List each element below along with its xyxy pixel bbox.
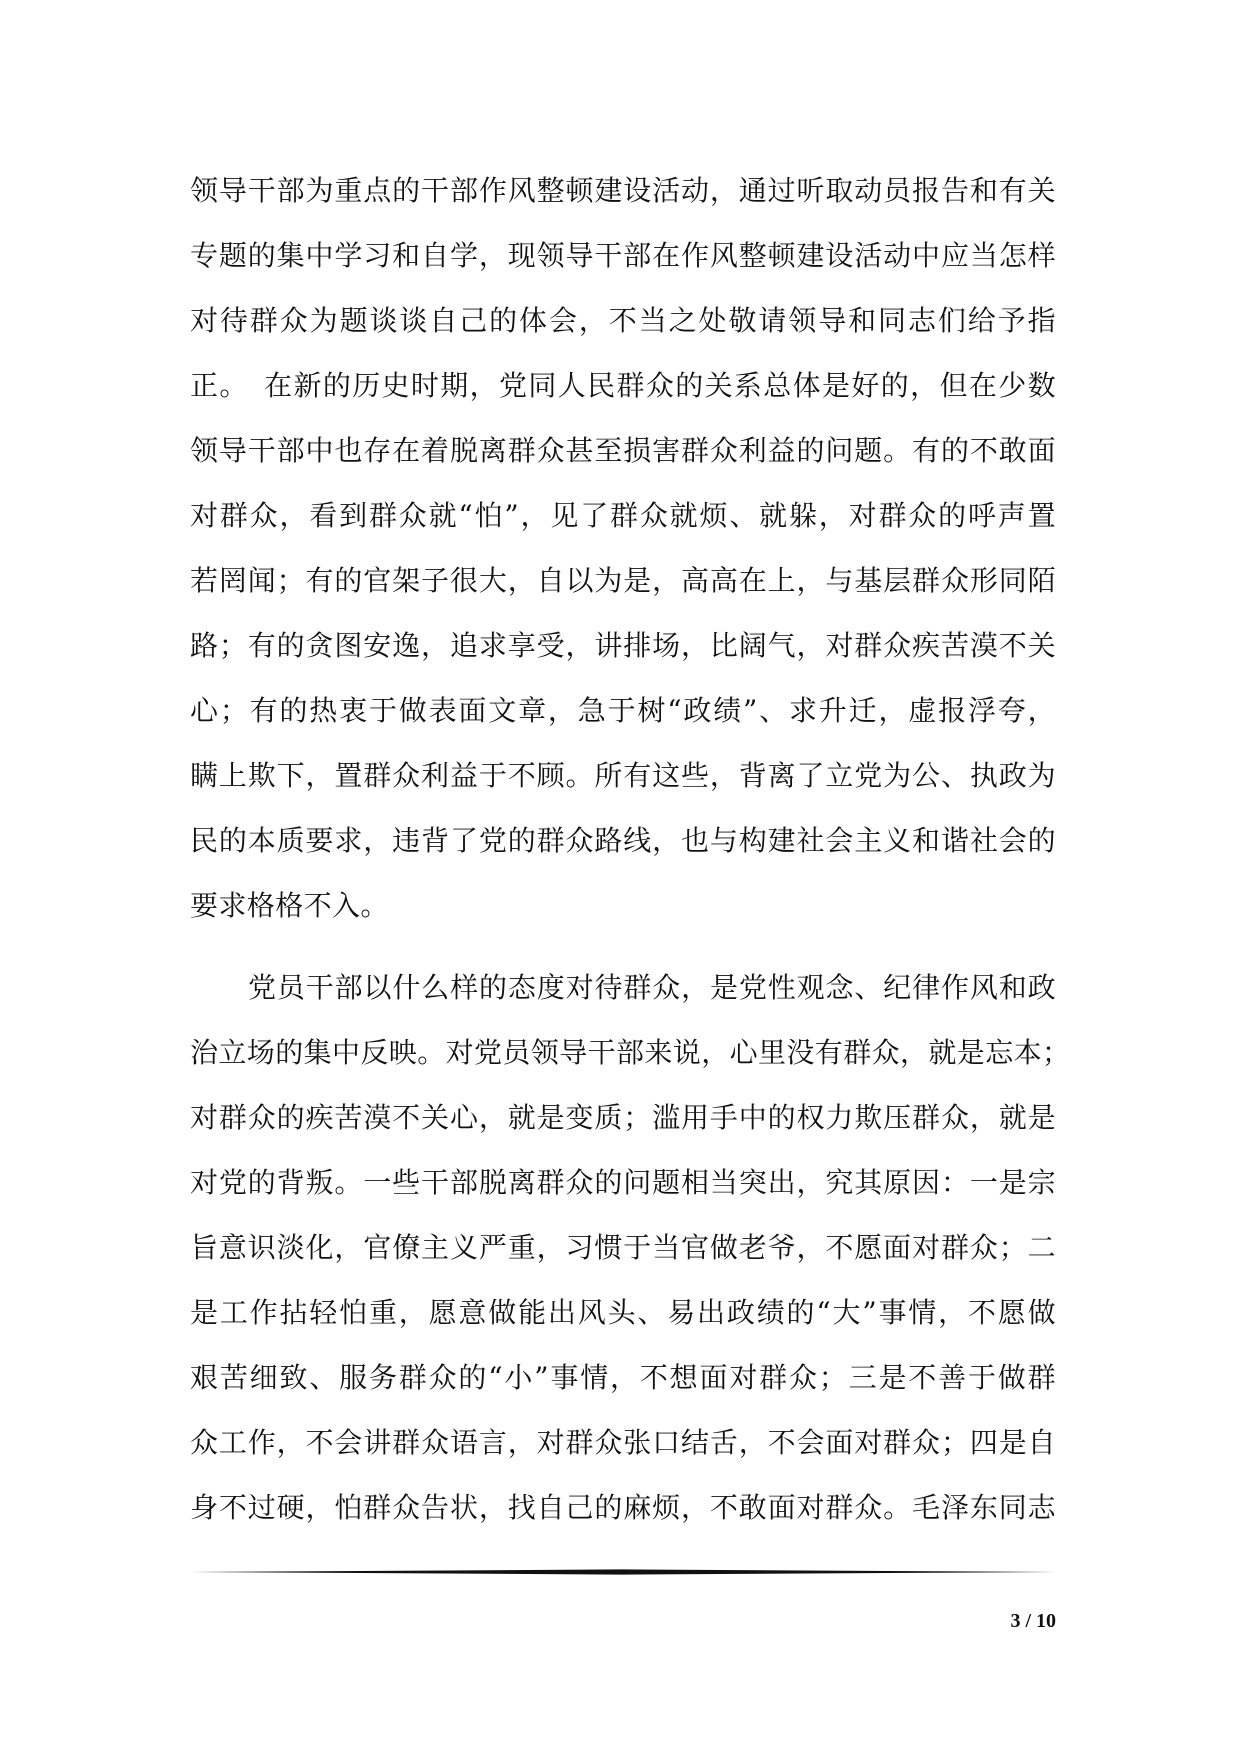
paragraph	[190, 158, 1056, 938]
footer-divider	[190, 1567, 1056, 1577]
text-line: 民的本质要求，违背了党的群众路线，也与构建社会主义和谐社会的	[190, 824, 1056, 857]
text-line: 瞒上欺下，置群众利益于不顾。所有这些，背离了立党为公、执政为	[190, 759, 1056, 792]
text-line: 对党的背叛。一些干部脱离群众的问题相当突出，究其原因：一是宗	[190, 1166, 1056, 1199]
text-line: 身不过硬，怕群众告状，找自己的麻烦，不敢面对群众。毛泽东同志	[190, 1491, 1056, 1524]
text-line: 是工作拈轻怕重，愿意做能出风头、易出政绩的“大”事情，不愿做	[190, 1296, 1056, 1329]
text-line: 艰苦细致、服务群众的“小”事情，不想面对群众；三是不善于做群	[190, 1361, 1056, 1394]
text-line: 治立场的集中反映。对党员领导干部来说，心里没有群众，就是忘本；	[190, 1036, 1071, 1069]
text-line: 对群众的疾苦漠不关心，就是变质；滥用手中的权力欺压群众，就是	[190, 1101, 1056, 1134]
text-line: 领导干部中也存在着脱离群众甚至损害群众利益的问题。有的不敢面	[190, 434, 1056, 467]
page-number: 3 / 10	[1010, 1610, 1056, 1632]
paragraph-spacer	[190, 938, 1056, 955]
text-line: 路；有的贪图安逸，追求享受，讲排场，比阔气，对群众疾苦漠不关	[190, 629, 1056, 662]
text-line: 若罔闻；有的官架子很大，自以为是，高高在上，与基层群众形同陌	[190, 564, 1056, 597]
paragraph	[190, 955, 1071, 1540]
text-line: 要求格格不入。	[190, 889, 389, 922]
text-line: 对待群众为题谈谈自己的体会，不当之处敬请领导和同志们给予指	[190, 304, 1056, 337]
text-line: 正。 在新的历史时期，党同人民群众的关系总体是好的，但在少数	[190, 369, 1056, 402]
text-line: 心；有的热衷于做表面文章，急于树“政绩”、求升迁，虚报浮夸，	[190, 694, 1056, 727]
text-line: 众工作，不会讲群众语言，对群众张口结舌，不会面对群众；四是自	[190, 1426, 1056, 1459]
text-line: 旨意识淡化，官僚主义严重，习惯于当官做老爷，不愿面对群众；二	[190, 1231, 1056, 1264]
body-text	[190, 158, 1071, 1540]
text-line: 党员干部以什么样的态度对待群众，是党性观念、纪律作风和政	[248, 971, 1056, 1004]
text-line: 领导干部为重点的干部作风整顿建设活动，通过听取动员报告和有关	[190, 174, 1056, 207]
text-line: 专题的集中学习和自学，现领导干部在作风整顿建设活动中应当怎样	[190, 239, 1056, 272]
text-line: 对群众，看到群众就“怕”，见了群众就烦、就躲，对群众的呼声置	[190, 499, 1056, 532]
